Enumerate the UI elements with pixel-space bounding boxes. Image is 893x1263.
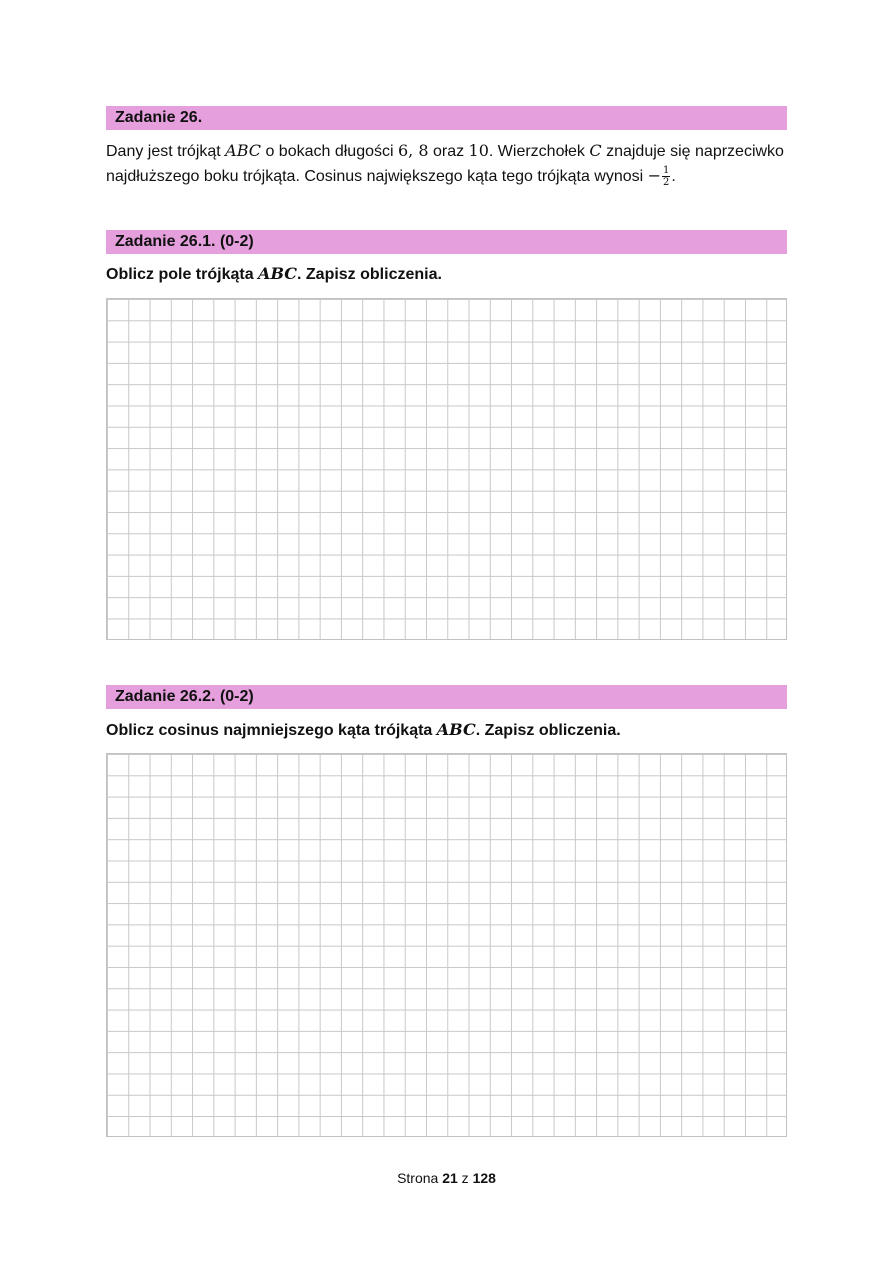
- intro-math-ten: 10: [468, 141, 489, 160]
- footer-text: z: [457, 1170, 473, 1186]
- intro-text: o bokach długości: [261, 143, 398, 160]
- intro-text: .: [671, 168, 676, 185]
- subtask-1-header: Zadanie 26.1. (0-2): [106, 230, 787, 254]
- intro-text: oraz: [428, 143, 469, 160]
- footer-text: Strona: [397, 1170, 443, 1186]
- fraction-numerator: 1: [663, 165, 670, 177]
- answer-grid-1[interactable]: [106, 298, 787, 640]
- question-math: ABC: [258, 264, 297, 283]
- question-text: Oblicz pole trójkąta: [106, 266, 259, 283]
- page-number: 21: [442, 1170, 458, 1186]
- fraction: [662, 165, 670, 188]
- task-intro: [106, 139, 787, 189]
- question-text: Oblicz cosinus najmniejszego kąta trójkąta: [106, 722, 437, 739]
- intro-text: znajduje się naprzeciwko najdłuższego boku trójkąta. Cosinus największego kąta tego trójkąta wynosi: [106, 143, 784, 185]
- intro-math-c: C: [589, 141, 602, 160]
- question-text: . Zapisz obliczenia.: [475, 722, 621, 739]
- intro-math-abc: ABC: [225, 141, 262, 160]
- page-total: 128: [472, 1170, 496, 1186]
- page-footer: [0, 1170, 893, 1186]
- answer-grid-2[interactable]: [106, 753, 787, 1137]
- intro-text: Dany jest trójkąt: [106, 143, 226, 160]
- task-header: Zadanie 26.: [106, 106, 787, 130]
- subtask-2-question: [106, 718, 787, 743]
- intro-math-sides: 6, 8: [398, 141, 429, 160]
- intro-minus: −: [647, 166, 662, 185]
- question-math: ABC: [436, 720, 476, 739]
- subtask-1-question: [106, 262, 787, 287]
- question-text: . Zapisz obliczenia.: [297, 266, 442, 283]
- subtask-2-header: Zadanie 26.2. (0-2): [106, 685, 787, 709]
- fraction-denominator: 2: [663, 177, 670, 189]
- intro-text: . Wierzchołek: [488, 143, 590, 160]
